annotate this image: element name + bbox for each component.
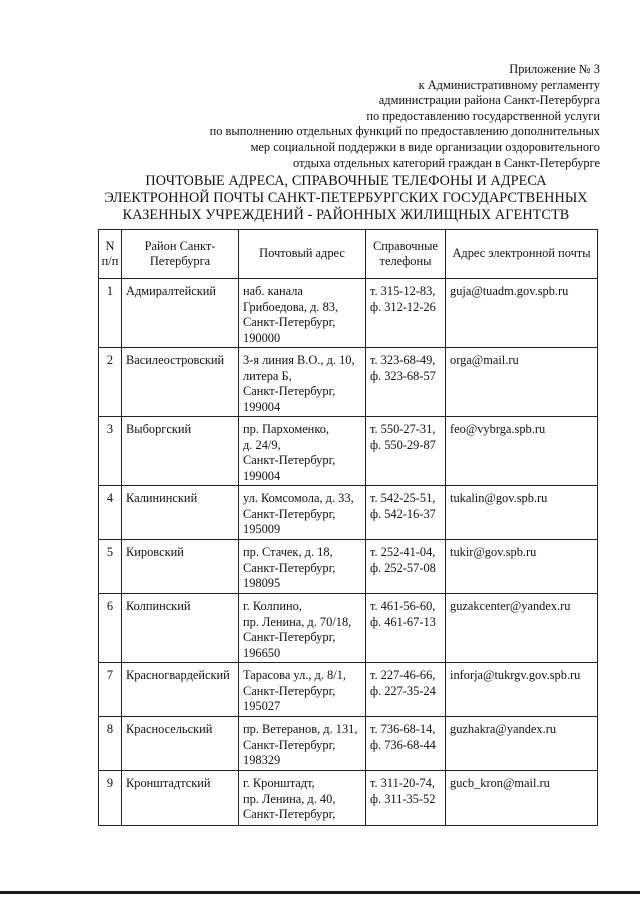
appendix-line: отдыха отдельных категорий граждан в Санкт-Петербурге xyxy=(293,155,600,170)
cell-phones xyxy=(366,486,446,540)
cell-district: Калининский xyxy=(122,486,239,540)
table-row xyxy=(99,771,598,826)
phone-line: т. 315-12-83, xyxy=(370,284,436,298)
phone-line: т. 323-68-49, xyxy=(370,353,436,367)
fax-line: ф. 252-57-08 xyxy=(370,560,436,575)
address-line: 3-я линия В.О., д. 10, xyxy=(243,353,355,367)
cell-address xyxy=(239,717,366,771)
fax-line: ф. 227-35-24 xyxy=(370,683,436,698)
table-row xyxy=(99,717,598,771)
cell-district: Красногвардейский xyxy=(122,663,239,717)
address-line: д. 24/9, xyxy=(243,437,281,452)
address-line: 196650 xyxy=(243,645,281,660)
cell-phones xyxy=(366,771,446,826)
cell-address xyxy=(239,486,366,540)
appendix-header xyxy=(210,62,600,171)
address-line: Санкт-Петербург, xyxy=(243,315,336,329)
header-num: N п/п xyxy=(99,230,122,279)
fax-line: ф. 550-29-87 xyxy=(370,437,436,452)
address-line: пр. Ленина, д. 70/18, xyxy=(243,614,352,629)
page-bottom-rule xyxy=(0,891,640,894)
fax-line: ф. 542-16-37 xyxy=(370,506,436,521)
cell-email: orga@mail.ru xyxy=(446,348,598,417)
phone-line: т. 311-20-74, xyxy=(370,776,435,790)
address-line: 195009 xyxy=(243,522,281,536)
appendix-line: по выполнению отдельных функций по предоставлению дополнительных xyxy=(209,124,600,139)
document-title xyxy=(96,173,596,224)
cell-email: guzhakra@yandex.ru xyxy=(446,717,598,771)
address-line: 199004 xyxy=(243,399,281,414)
address-line: 199004 xyxy=(243,468,281,483)
address-line: Санкт-Петербург, xyxy=(243,453,336,467)
fax-line: ф. 323-68-57 xyxy=(370,368,436,383)
cell-phones xyxy=(366,540,446,594)
table-row xyxy=(99,486,598,540)
table-row xyxy=(99,348,598,417)
address-line: пр. Пархоменко, xyxy=(243,422,330,436)
address-line: Санкт-Петербург, xyxy=(243,560,336,575)
fax-line: ф. 311-35-52 xyxy=(370,791,436,806)
cell-address xyxy=(239,663,366,717)
address-line: пр. Ветеранов, д. 131, xyxy=(243,722,358,736)
title-line: КАЗЕННЫХ УЧРЕЖДЕНИЙ - РАЙОННЫХ ЖИЛИЩНЫХ АГЕНТСТВ xyxy=(122,207,570,223)
table-row xyxy=(99,594,598,663)
cell-num: 8 xyxy=(99,717,122,771)
cell-district: Адмиралтейский xyxy=(122,279,239,348)
cell-address xyxy=(239,771,366,826)
address-line: ул. Комсомола, д. 33, xyxy=(243,491,354,505)
cell-num: 9 xyxy=(99,771,122,826)
table-row xyxy=(99,417,598,486)
table-header-row xyxy=(99,230,598,279)
cell-email: feo@vybrga.spb.ru xyxy=(446,417,598,486)
address-line: Санкт-Петербург, xyxy=(243,807,336,821)
cell-num: 2 xyxy=(99,348,122,417)
address-line: Санкт-Петербург, xyxy=(243,737,336,752)
fax-line: ф. 736-68-44 xyxy=(370,737,436,752)
cell-phones xyxy=(366,663,446,717)
cell-phones xyxy=(366,279,446,348)
address-line: Тарасова ул., д. 8/1, xyxy=(243,668,346,682)
cell-phones xyxy=(366,417,446,486)
cell-num: 7 xyxy=(99,663,122,717)
address-line: г. Кронштадт, xyxy=(243,776,315,790)
phone-line: т. 227-46-66, xyxy=(370,668,436,682)
cell-num: 1 xyxy=(99,279,122,348)
address-line: Санкт-Петербург, xyxy=(243,506,336,521)
cell-email: guja@tuadm.gov.spb.ru xyxy=(446,279,598,348)
address-line: пр. Стачек, д. 18, xyxy=(243,545,333,559)
cell-address xyxy=(239,279,366,348)
address-line: Санкт-Петербург, xyxy=(243,630,336,644)
appendix-line: мер социальной поддержки в виде организации оздоровительного xyxy=(250,139,600,154)
cell-district: Василеостровский xyxy=(122,348,239,417)
appendix-line: по предоставлению государственной услуги xyxy=(366,108,600,123)
cell-num: 6 xyxy=(99,594,122,663)
phone-line: т. 550-27-31, xyxy=(370,422,436,436)
cell-num: 3 xyxy=(99,417,122,486)
cell-phones xyxy=(366,717,446,771)
appendix-line: к Административному регламенту xyxy=(418,77,600,92)
address-line: наб. канала xyxy=(243,284,303,298)
address-line: Санкт-Петербург, xyxy=(243,384,336,398)
cell-email: gucb_kron@mail.ru xyxy=(446,771,598,826)
cell-email: guzakcenter@yandex.ru xyxy=(446,594,598,663)
fax-line: ф. 461-67-13 xyxy=(370,614,436,629)
cell-email: inforja@tukrgv.gov.spb.ru xyxy=(446,663,598,717)
cell-email: tukalin@gov.spb.ru xyxy=(446,486,598,540)
phone-line: т. 461-56-60, xyxy=(370,599,436,613)
phone-line: т. 542-25-51, xyxy=(370,491,436,505)
agencies-table xyxy=(98,229,598,826)
address-line: пр. Ленина, д. 40, xyxy=(243,791,336,806)
table-row xyxy=(99,279,598,348)
cell-phones xyxy=(366,348,446,417)
cell-district: Красносельский xyxy=(122,717,239,771)
address-line: 195027 xyxy=(243,699,281,713)
cell-num: 4 xyxy=(99,486,122,540)
cell-phones xyxy=(366,594,446,663)
cell-district: Кировский xyxy=(122,540,239,594)
header-phones: Справочные телефоны xyxy=(366,230,446,279)
address-line: литера Б, xyxy=(243,368,292,383)
appendix-line: администрации района Санкт-Петербурга xyxy=(378,93,600,108)
cell-email: tukir@gov.spb.ru xyxy=(446,540,598,594)
table-row xyxy=(99,663,598,717)
address-line: 198095 xyxy=(243,576,281,590)
phone-line: т. 252-41-04, xyxy=(370,545,436,559)
cell-address xyxy=(239,348,366,417)
cell-address xyxy=(239,594,366,663)
header-address: Почтовый адрес xyxy=(239,230,366,279)
appendix-line: Приложение № 3 xyxy=(509,62,600,76)
cell-district: Колпинский xyxy=(122,594,239,663)
address-line: 198329 xyxy=(243,753,281,767)
fax-line: ф. 312-12-26 xyxy=(370,299,436,314)
cell-district: Выборгский xyxy=(122,417,239,486)
address-line: Грибоедова, д. 83, xyxy=(243,299,339,314)
cell-num: 5 xyxy=(99,540,122,594)
title-line: ПОЧТОВЫЕ АДРЕСА, СПРАВОЧНЫЕ ТЕЛЕФОНЫ И АДРЕСА xyxy=(145,173,547,189)
cell-address xyxy=(239,417,366,486)
address-line: Санкт-Петербург, xyxy=(243,683,336,698)
header-email: Адрес электронной почты xyxy=(446,230,598,279)
cell-district: Кронштадтский xyxy=(122,771,239,826)
address-line: 190000 xyxy=(243,330,281,345)
header-district: Район Санкт-Петербурга xyxy=(122,230,239,279)
title-line: ЭЛЕКТРОННОЙ ПОЧТЫ САНКТ-ПЕТЕРБУРГСКИХ ГОСУДАРСТВЕННЫХ xyxy=(104,190,588,206)
address-line: г. Колпино, xyxy=(243,599,302,613)
table-row xyxy=(99,540,598,594)
cell-address xyxy=(239,540,366,594)
phone-line: т. 736-68-14, xyxy=(370,722,436,736)
